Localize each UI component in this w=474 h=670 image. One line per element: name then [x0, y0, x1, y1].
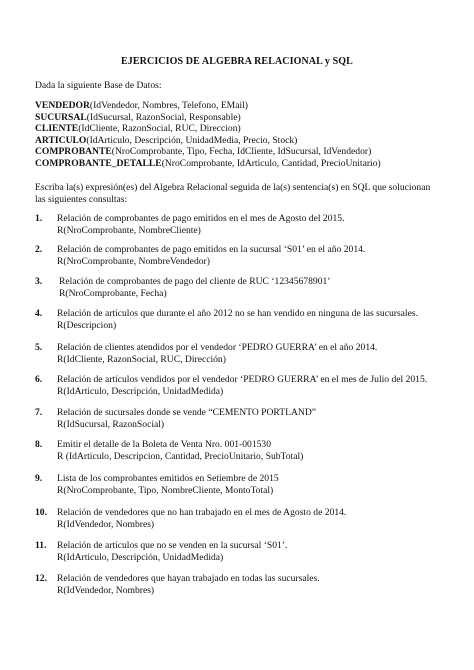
exercise-number: 1.: [35, 213, 43, 224]
exercise-number: 7.: [35, 407, 43, 418]
exercise-number: 10.: [35, 507, 47, 518]
exercise-number: 11.: [35, 540, 47, 551]
schema-row-vendedor: [35, 100, 381, 112]
exercise-description: Relación de artículos que no se venden en la sucursal ‘S01’.: [57, 540, 288, 551]
table-fields: (NroComprobante, IdArticulo, Cantidad, PrecioUnitario): [161, 157, 381, 169]
table-fields: (IdArticulo, Descripción, UnidadMedia, Precio, Stock): [86, 134, 298, 146]
exercise-number: 9.: [35, 473, 43, 484]
schema-list: [35, 100, 381, 170]
table-fields: (IdVendedor, Nombres, Telefono, EMail): [89, 100, 248, 111]
exercise-number: 6.: [35, 374, 43, 385]
table-name: SUCURSAL: [35, 111, 87, 123]
instructions: [35, 182, 445, 205]
table-name: ARTICULO: [35, 134, 87, 146]
table-name: COMPROBANTE: [35, 146, 112, 158]
intro-text: Dada la siguiente Base de Datos:: [35, 80, 162, 91]
instructions-line: las siguientes consultas:: [35, 193, 128, 205]
exercise-result: R(NroComprobante, NombreVendedor): [57, 255, 210, 267]
exercise-description: Relación de comprobantes de pago del cliente de RUC ‘12345678901’: [59, 276, 331, 287]
exercise-description: Relación de comprobantes de pago emitidos en la sucursal ‘S01’ en el año 2014.: [57, 244, 366, 255]
exercise-description: Emitir el detalle de la Boleta de Venta Nro. 001-001530: [57, 439, 272, 450]
exercise-number: 5.: [35, 342, 43, 353]
exercise-result: R(Descripcion): [57, 319, 117, 331]
exercise-description: Relación de clientes atendidos por el vendedor ‘PEDRO GUERRA’ en el año 2014.: [57, 342, 378, 353]
page-title: EJERCICIOS DE ALGEBRA RELACIONAL y SQL: [121, 56, 353, 67]
exercise-result: R(IdVendedor, Nombres): [57, 518, 155, 530]
schema-row-comprobante: [35, 146, 381, 158]
exercise-description: Relación de artículos que durante el año 2012 no se han vendido en ninguna de las sucursales.: [57, 308, 418, 319]
exercise-result: R(IdCliente, RazonSocial, RUC, Dirección): [57, 353, 226, 365]
table-name: CLIENTE: [35, 123, 79, 135]
exercise-result: R(NroComprobante, NombreCliente): [57, 224, 201, 236]
exercise-description: Relación de comprobantes de pago emitidos en el mes de Agosto del 2015.: [57, 213, 345, 224]
exercise-result: R(IdVendedor, Nombres): [57, 584, 155, 596]
exercise-result: R(IdArticulo, Descripción, UnidadMedida): [57, 551, 224, 563]
exercise-description: Relación de vendedores que no han trabajado en el mes de Agosto de 2014.: [57, 507, 347, 518]
exercise-number: 12.: [35, 573, 47, 584]
exercise-result: R(IdArticulo, Descripción, UnidadMedida): [57, 385, 224, 397]
schema-row-articulo: [35, 135, 381, 147]
exercise-number: 4.: [35, 308, 43, 319]
exercise-result: R (IdArticulo, Descripcion, Cantidad, PrecioUnitario, SubTotal): [57, 450, 304, 462]
exercise-description: Lista de los comprobantes emitidos en Setiembre de 2015: [57, 473, 279, 484]
exercise-description: Relación de vendedores que hayan trabajado en todas las sucursales.: [57, 573, 320, 584]
schema-row-comprobante-detalle: [35, 158, 381, 170]
schema-row-sucursal: [35, 112, 381, 124]
exercise-description: Relación de artículos vendidos por el vendedor ‘PEDRO GUERRA’ en el mes de Julio del 2015.: [57, 374, 428, 385]
exercise-result: R(IdSucursal, RazonSocial): [57, 418, 165, 430]
exercise-description: Relación de sucursales donde se vende “CEMENTO PORTLAND”: [57, 407, 317, 418]
exercise-number: 3.: [35, 276, 43, 287]
table-name: VENDEDOR: [35, 100, 90, 111]
exercise-result: R(NroComprobante, Tipo, NombreCliente, MontoTotal): [57, 484, 274, 496]
exercise-result: R(NroComprobante, Fecha): [59, 287, 167, 299]
schema-row-cliente: [35, 123, 381, 135]
table-fields: (IdCliente, RazonSocial, RUC, Direccion): [78, 123, 241, 135]
table-fields: (IdSucursal, RazonSocial, Responsable): [86, 111, 241, 123]
table-fields: (NroComprobante, Tipo, Fecha, IdCliente, IdSucursal, IdVendedor): [111, 146, 372, 158]
table-name: COMPROBANTE_DETALLE: [35, 157, 162, 169]
exercise-number: 2.: [35, 244, 43, 255]
exercise-number: 8.: [35, 439, 43, 450]
instructions-line: Escriba la(s) expresión(es) del Algebra Relacional seguida de la(s) sentencia(s) en SQL que solucionan: [35, 182, 431, 193]
